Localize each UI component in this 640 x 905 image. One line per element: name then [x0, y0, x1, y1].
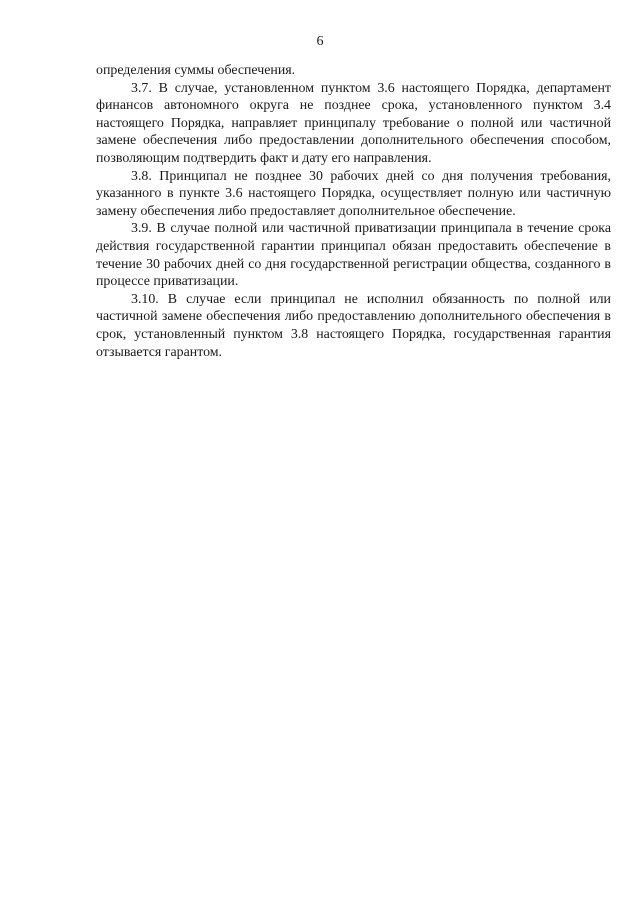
paragraph-3-8: 3.8. Принципал не позднее 30 рабочих дней со дня получения требования, указанного в пункте 3.6 настоящего Порядка, осуществляет полную или частичную замену обеспечения либо предоставляет дополнительное обеспечение.	[96, 168, 611, 219]
paragraph-3-9: 3.9. В случае полной или частичной приватизации принципала в течение срока действия государственной гарантии принципал обязан предоставить обеспечение в течение 30 рабочих дней со дня государственной регистрации общества, созданного в процессе приватизации.	[96, 221, 611, 290]
paragraph-3-7: 3.7. В случае, установленном пунктом 3.6 настоящего Порядка, департамент финансов автономного округа не позднее срока, установленного пунктом 3.4 настоящего Порядка, направляет принципалу требование о полной или частичной замене обеспечения либо предоставлении дополнительного обеспечения способом, позволяющим подтвердить факт и дату его направления.	[96, 80, 611, 166]
paragraph-continuation: определения суммы обеспечения.	[96, 63, 296, 78]
page-number: 6	[316, 34, 324, 49]
document-body	[96, 62, 611, 361]
paragraph-3-10: 3.10. В случае если принципал не исполнил обязанность по полной или частичной замене обеспечения либо предоставлению дополнительного обеспечения в срок, установленный пунктом 3.8 настоящего Порядка, государственная гарантия отзывается гарантом.	[96, 291, 611, 360]
